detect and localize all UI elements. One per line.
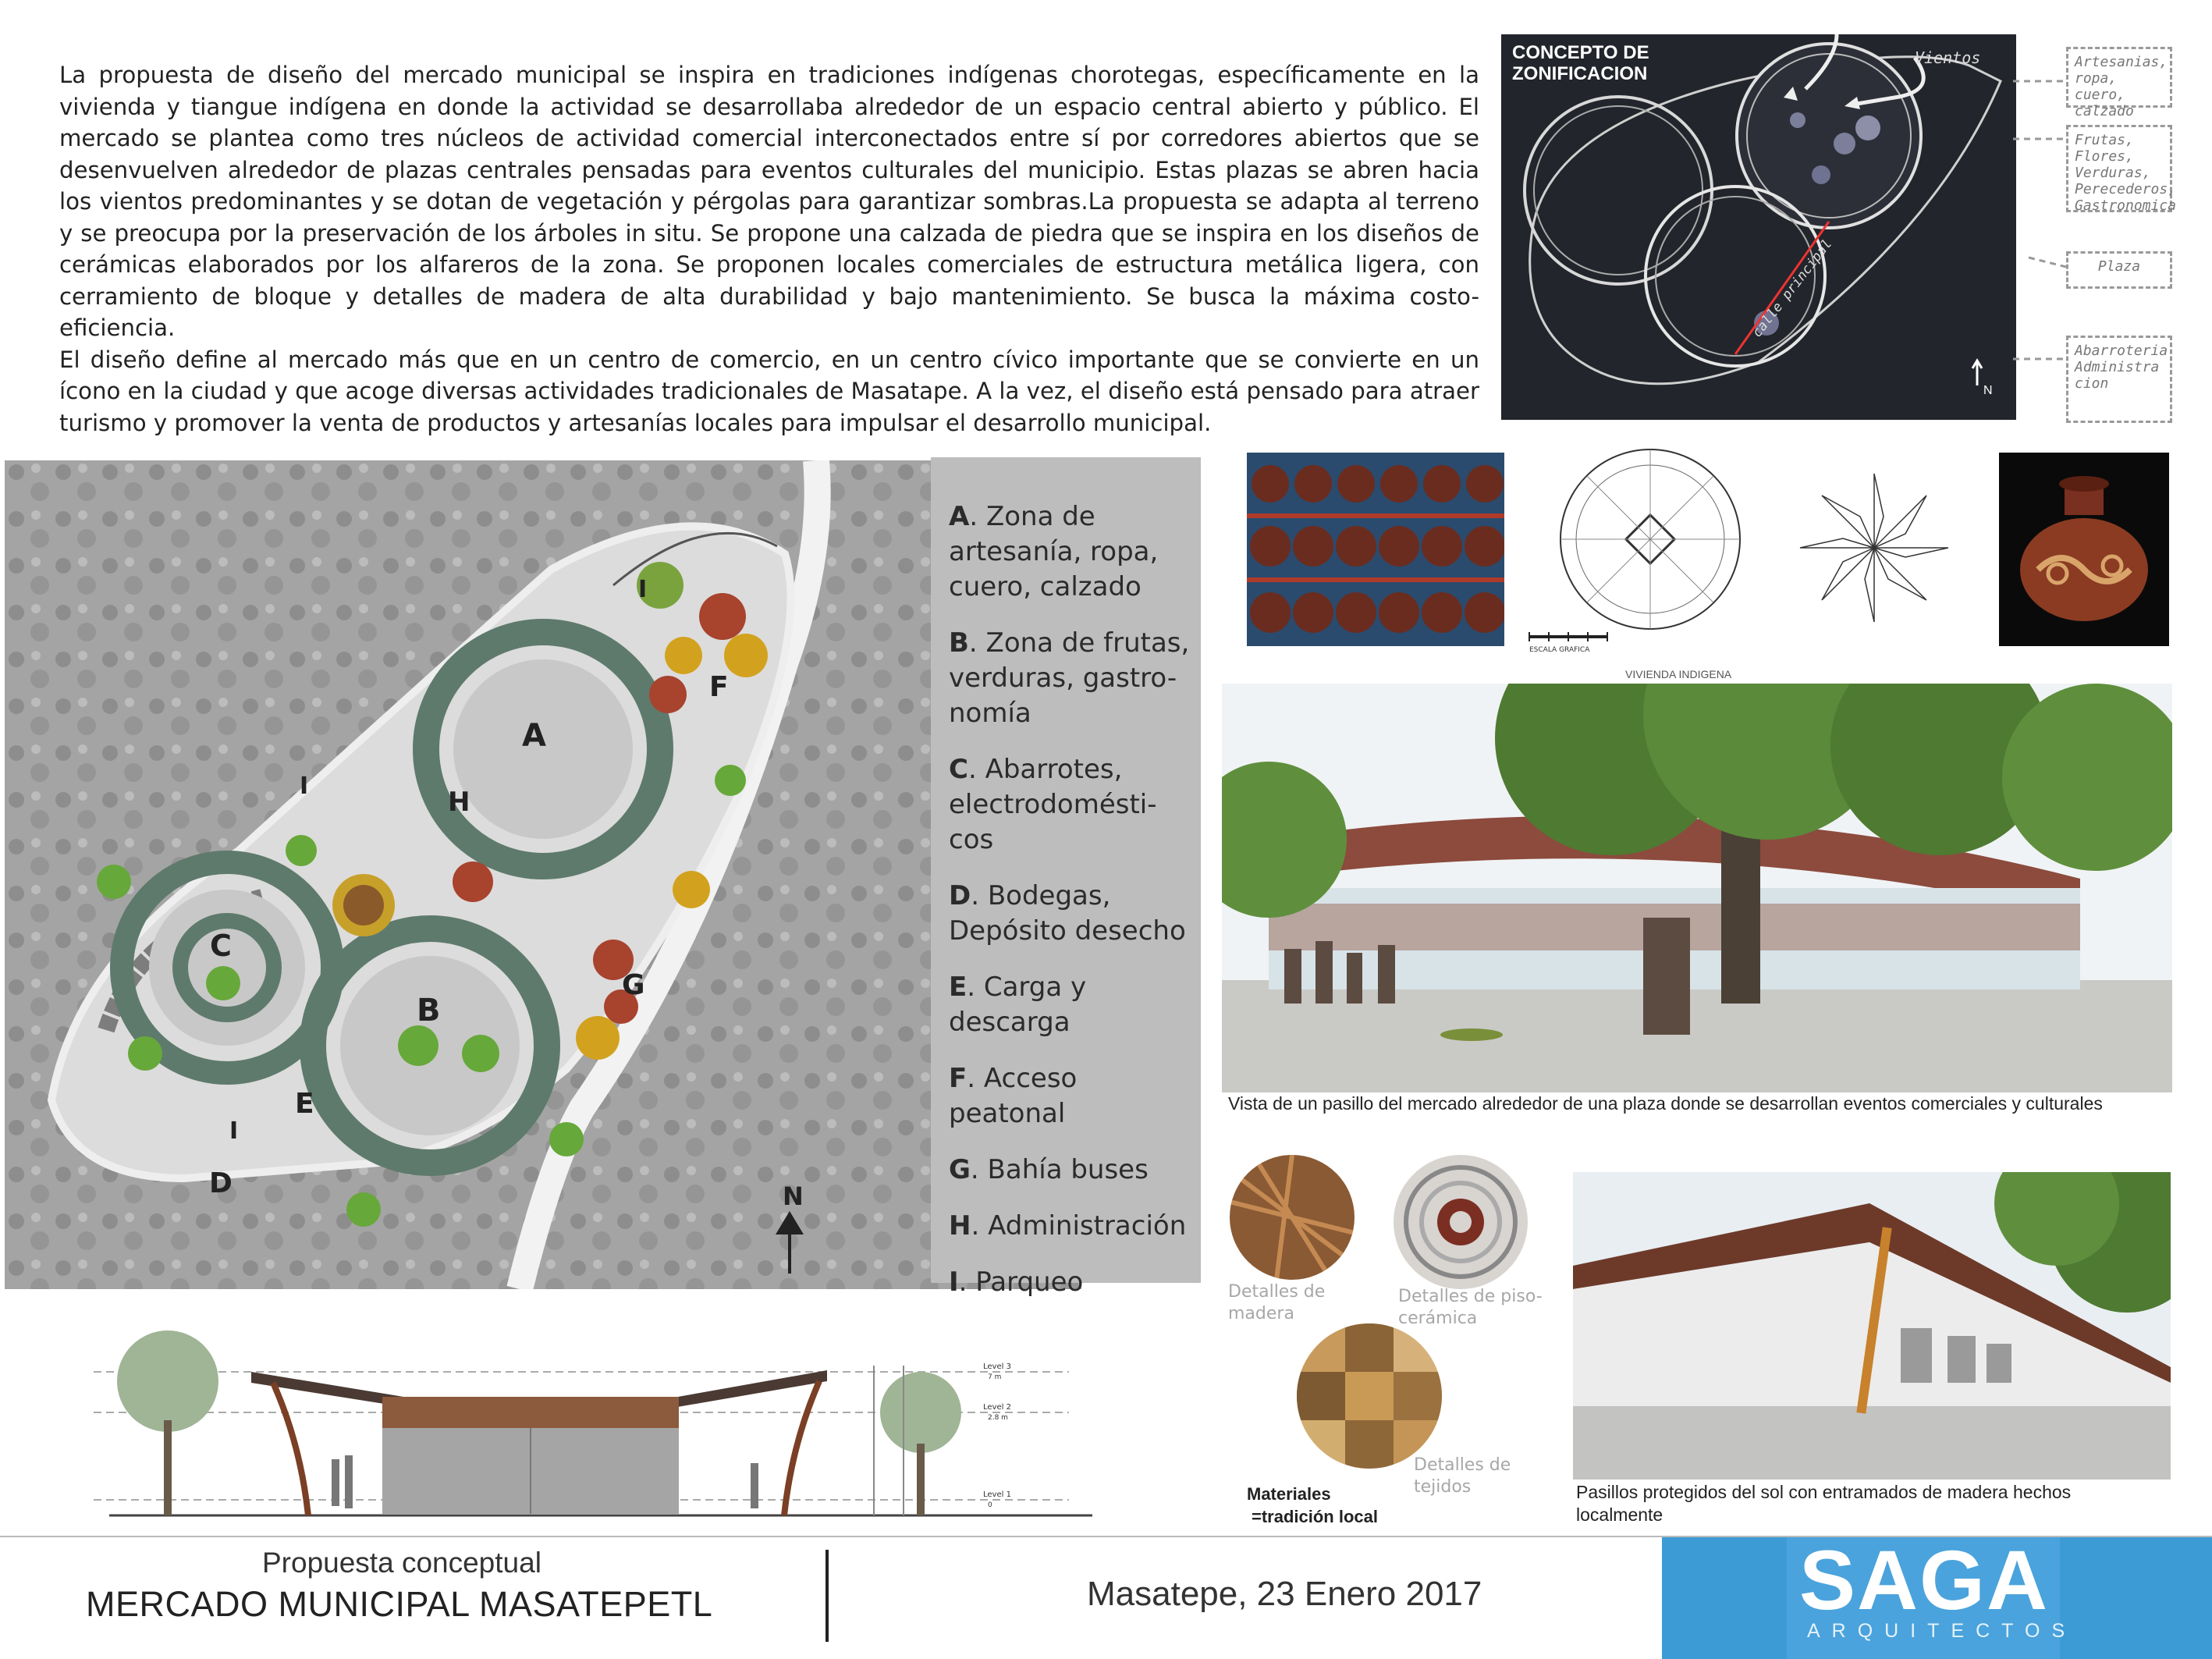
ceramic-vase-photo xyxy=(1999,453,2169,646)
materials-label-line-2: =tradición local xyxy=(1252,1507,1378,1526)
zone-label-frutas: Frutas, Flores, Verduras, Perecederos, Gastronomica xyxy=(2066,125,2172,212)
section-level-1: Level 1 xyxy=(983,1490,1011,1499)
legend-item-d xyxy=(949,879,1198,949)
plan-north-label: N xyxy=(783,1181,804,1211)
legend-text-d: . Bodegas, Depósito desecho xyxy=(949,880,1186,947)
legend-item-e xyxy=(949,970,1198,1040)
legend-item-a xyxy=(949,499,1198,605)
plan-marker-f: F xyxy=(709,671,729,703)
plan-marker-e: E xyxy=(295,1088,314,1120)
plan-marker-g: G xyxy=(622,969,645,1001)
intro-paragraph-1: La propuesta de diseño del mercado municipal se inspira en tradiciones indígenas chorotegas, específicamente en la vivienda y tiangue indígena en donde la actividad se desarrollaba alrededor de un espacio central abierto y público. El mercado se plantea como tres núcleos de actividad comercial interconectados entre sí por corredores abiertos que se desenvuelven alrededor de plazas centrales pensadas para eventos culturales del municipio. Estas plazas se abren hacia los vientos predominantes y se dotan de vegetación y pérgolas para garantizar sombras.La propuesta se adapta al terreno y se preocupa por la preservación de los árboles in situ. Se propone una calzada de piedra que se inspira en los diseños de cerámicas elaborados por los alfareros de la zona. Se proponen locales comerciales de estructura metálica ligera, con cerramiento de bloque y detalles de madera de alta durabilidad y bajo mantenimiento. Se busca la máxima costo-eficiencia. xyxy=(59,62,1479,341)
building-section xyxy=(78,1311,1097,1522)
site-plan xyxy=(5,460,1081,1289)
section-level-2-value: 2.8 m xyxy=(988,1414,1008,1422)
legend-text-b: . Zona de frutas, verduras, gastro-nomía xyxy=(949,627,1190,729)
plan-marker-c: C xyxy=(210,929,232,963)
legend-item-b xyxy=(949,626,1198,731)
wood-detail-label: Detalles de madera xyxy=(1228,1282,1326,1323)
zone-label-abarroteria: Abarroteria Administra cion xyxy=(2066,336,2172,423)
corridor-render xyxy=(1573,1172,2171,1480)
vivienda-indigena-label: VIVIENDA INDIGENA xyxy=(1625,668,1732,680)
site-plan-drawing xyxy=(5,460,1081,1289)
calle-principal-label: calle principal xyxy=(1749,236,1836,341)
ceramics-shelf-photo xyxy=(1247,453,1504,646)
legend-list xyxy=(949,499,1198,1321)
legend-letter-d: D xyxy=(949,880,971,911)
section-level-3-value: 7 m xyxy=(988,1373,1002,1381)
footer-title: MERCADO MUNICIPAL MASATEPETL xyxy=(86,1584,713,1624)
legend-text-g: . Bahía buses xyxy=(970,1154,1149,1185)
legend-letter-g: G xyxy=(949,1154,971,1185)
zone-label-plaza: Plaza xyxy=(2066,251,2172,289)
vientos-label: Vientos xyxy=(1915,48,1981,67)
legend-item-i xyxy=(949,1265,1198,1300)
plan-marker-b: B xyxy=(417,993,441,1028)
legend-text-c: . Abarrotes, electrodomésti-cos xyxy=(949,754,1157,855)
intro-paragraph-2: El diseño define al mercado más que en un centro de comercio, en un centro cívico importante que se convierte en un ícono en la ciudad y que acoge diversas actividades tradicionales de Masatape. A la vez, el diseño está pensado para atraer turismo y promover la venta de productos y artesanías locales para impulsar el desarrollo municipal. xyxy=(59,346,1479,436)
legend-item-f xyxy=(949,1061,1198,1131)
legend-letter-c: C xyxy=(949,754,968,785)
intro-text xyxy=(59,59,1479,439)
company-logo: SAGA xyxy=(1799,1533,2050,1627)
section-level-3: Level 3 xyxy=(983,1362,1011,1371)
legend-item-c xyxy=(949,752,1198,858)
legend-text-i: . Parqueo xyxy=(958,1266,1084,1298)
materials-label-line-1: Materiales xyxy=(1247,1484,1331,1504)
wood-detail-image xyxy=(1230,1155,1355,1280)
legend-letter-i: I xyxy=(949,1266,959,1298)
plan-marker-h: H xyxy=(448,787,470,818)
concept-title xyxy=(1512,42,1649,84)
legend-item-g xyxy=(949,1153,1198,1188)
footer-subtitle: Propuesta conceptual xyxy=(262,1547,541,1579)
zoning-concept-diagram xyxy=(1501,34,2016,420)
footer-vertical-divider xyxy=(826,1550,829,1642)
woven-detail-label: Detalles de tejidos xyxy=(1414,1455,1511,1497)
legend-letter-e: E xyxy=(949,972,968,1003)
company-logo-subtitle: ARQUITECTOS xyxy=(1807,1620,2077,1642)
legend-letter-h: H xyxy=(949,1210,971,1242)
concept-north-label: N xyxy=(1983,384,1993,397)
render2-caption: Pasillos protegidos del sol con entramados de madera hechos localmente xyxy=(1576,1482,2072,1525)
market-plaza-render xyxy=(1222,684,2172,1092)
legend-letter-f: F xyxy=(949,1063,968,1094)
legend-item-h xyxy=(949,1209,1198,1244)
legend-letter-b: B xyxy=(949,627,969,659)
legend-text-e: . Carga y descarga xyxy=(949,972,1087,1038)
escala-grafica-label: ESCALA GRAFICA xyxy=(1529,646,1590,654)
woven-detail-image xyxy=(1297,1323,1442,1469)
plan-marker-a: A xyxy=(522,718,546,754)
legend-text-h: . Administración xyxy=(971,1210,1187,1242)
plan-marker-i-bottom: I xyxy=(229,1117,239,1145)
section-level-2: Level 2 xyxy=(983,1403,1011,1412)
zoning-sketch xyxy=(1501,34,2016,420)
section-level-1-value: 0 xyxy=(988,1501,992,1509)
floor-ceramic-detail-label: Detalles de piso-cerámica xyxy=(1398,1287,1543,1328)
legend-text-a: . Zona de artesanía, ropa, cuero, calzado xyxy=(949,501,1159,602)
legend-text-f: . Acceso peatonal xyxy=(949,1063,1078,1129)
plan-marker-i-top: I xyxy=(638,576,648,603)
plan-marker-d: D xyxy=(209,1167,233,1199)
north-arrow-icon xyxy=(774,1211,805,1274)
sun-pattern-drawing xyxy=(1796,470,1952,626)
concept-title-line-2: ZONIFICACION xyxy=(1512,63,1648,84)
concept-title-line-1: CONCEPTO DE xyxy=(1512,42,1649,63)
legend-letter-a: A xyxy=(949,501,970,532)
floor-ceramic-detail-image xyxy=(1394,1155,1528,1289)
vivienda-indigena-drawing xyxy=(1514,442,1748,659)
render1-caption: Vista de un pasillo del mercado alrededor de una plaza donde se desarrollan eventos comerciales y culturales xyxy=(1228,1093,2103,1114)
plan-marker-i-mid: I xyxy=(300,773,309,800)
zone-label-artesanias: Artesanias, ropa, cuero, calzado xyxy=(2066,47,2172,108)
materials-label xyxy=(1247,1483,1378,1528)
footer-date: Masatepe, 23 Enero 2017 xyxy=(1087,1575,1482,1613)
